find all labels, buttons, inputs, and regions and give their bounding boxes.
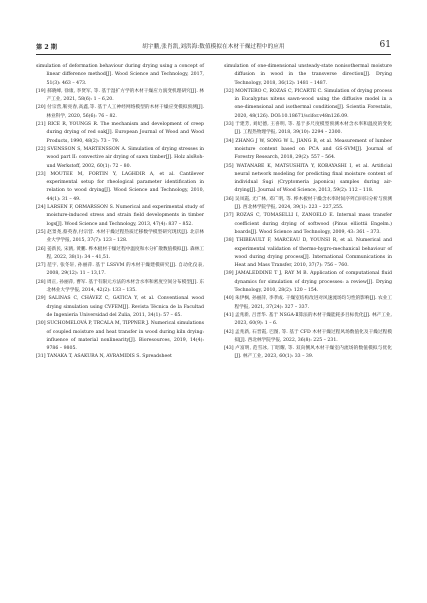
reference-entry: [26] 姜新民, 宋鸥, 黄鹏. 桦木板材干燥过程中温度和水分扩散数值模拟[J]. 森林工程, 2022, 38(1): 34 – 41,51. [36, 246, 204, 260]
issue-number: 第 2 期 [36, 44, 57, 51]
reference-entry: [25] 赵景尧,蔡英春,付宗营. 木材干燥过程热质迁移数学模型研究现状[J]. 北京林业大学学报, 2015, 37(7): 123 – 128. [36, 229, 204, 244]
reference-entry: [37] ROZAS C, TOMASELLI I, ZANOELO E. Internal mass transfer coefficient during drying of softwood (Pinus elliottii Engelm.) boards[J]. Wood Science and Technology, 2009, 43: 361 – 373. [224, 213, 392, 235]
reference-entry: [39] JAMALEDDINE T J, RAY M B. Application of computational fluid dynamics for simulation of drying processes: a review[J]. Drying Technology, 2010, 28(2): 120 – 154. [224, 271, 392, 294]
running-header [36, 40, 391, 54]
reference-entry: [41] 孟兆新, 吕晋华. 基于 NSGA-Ⅱ算法的木材干燥能耗多目标优化[J]. 林产工业, 2023, 60(9): 1 – 6. [224, 312, 392, 327]
reference-entry: [38] THIBEAULT F, MARCEAU D, YOUNSI R, et al. Numerical and experimental validation of thermo-hygro-mechanical behaviour of wood during drying process[J]. International Communications in Heat and Mass Transfer, 2010, 37(7): 756 – 760. [224, 238, 392, 269]
reference-column-right [224, 63, 392, 362]
reference-entry: simulation of deformation behaviour during drying using a concept of linear difference method[J]. Wood Science and Technology, 2017, 51(3): 463 – 473. [36, 64, 204, 86]
reference-entry: [20] 付宗营,靳亮春,高鑫,等. 基于人工神经网络模型的木材干燥应变模拟预测[J]. 林业科学, 2020, 56(6): 76 – 82. [36, 105, 204, 119]
reference-entry: [30] SUCHOMELOVÁ P, TRCALA M, TIPPNER J. Numerical simulations of coupled moisture and heat transfer in wood during kiln drying: influence of material nonlinearity[J]. Bioresources, 2019, 14(4): 9786 – 9805. [36, 321, 204, 352]
reference-entry: [32] MONTERO C, ROZAS C, PICARTE C. Simulation of drying process in Eucalyptus nitens sawn-wood using the diffusive model in a one-dimensional and isothermal conditions[J]. Scientia Forestalis, 2020, 48(126). DOI:10.18671/scifor.v48n126.09. [224, 88, 392, 119]
running-title: 胡宇鹏,张肖凯,刘洪海:数值模拟在木材干燥过程中的应用 [142, 44, 285, 50]
reference-entry: [34] ZHANG J W, SONG W L, JIANG B, et al. Measurement of lumber moisture content based on PCA and GS-SVM[J]. Journal of Forestry Research, 2018, 29(2): 557 – 564. [224, 138, 392, 161]
reference-entry: [23] MOUTEE M, FORTIN Y, LAGHDIR A, et al. Cantilever experimental setup for rheological parameter identification in relation to wood drying[J]. Wood Science and Technology, 2010, 44(1): 31 – 49. [36, 171, 204, 202]
reference-entry: [35] WATANABE K, MATSUSHITA Y, KOBAYASHI I, et al. Artificial neural network modeling for predicting final moisture content of individual Sugi (Cryptomeria japonica) samples during air-drying[J]. Journal of Wood Science, 2013, 59(2): 112 – 118. [224, 163, 392, 194]
reference-entry: [33] 于建芳, 刘纪德, 王喜明, 等. 基于多尺度模型预测木材含水率和温度的变化[J]. 工程热物理学报, 2018, 39(10): 2294 – 2300. [224, 122, 392, 136]
reference-entry: [27] 范宇, 张冬轩, 孙丽萍. 基于 LSSVM 的木材干燥建模研究[J]. 自动化仪表, 2008, 29(12): 11 – 13,17. [36, 263, 204, 277]
reference-column-left [36, 63, 204, 362]
reference-entry: [21] RICE R, YOUNGS R. The mechanism and development of creep during drying of red oak[J]. European Journal of Wood and Wood Products, 1990, 48(2): 73 – 79. [36, 122, 204, 144]
page-number: 61 [379, 40, 391, 50]
reference-entry: [43] 卢富明, 范雪冰, 丁昭耀, 等. 双向侧风木材干燥室内流场的数值模拟与优化[J]. 林产工业, 2023, 60(1): 33 – 39. [224, 346, 392, 360]
reference-entry: [31] TANAKA T, ASAKURA N, AVRAMIDIS S. Spreadsheet [36, 354, 172, 360]
header-rule [36, 54, 391, 55]
reference-entry: [22] SVENSSON S, MARTENSSON A. Simulation of drying stresses in wood part II: convective air drying of sawn timber[J]. Holz alsRoh-und Werkstoff, 2002, 60(1): 72 – 80. [36, 146, 204, 169]
reference-entry: simulation of one-dimensional unsteady-state nonisothermal moisture diffusion in wood in the transverse direction[J]. Drying Technology, 2018, 36(12): 1481 – 1487. [224, 64, 392, 86]
reference-entry: [28] 周正, 孙丽萍, 曹军. 基于有限元方法的木材含水率和密度空间分布模型[J]. 东北林业大学学报, 2014, 42(2): 133 – 135. [36, 279, 204, 294]
reference-entry: [36] 吴凤霞, 尤广林, 邓广明, 等. 桦木板材干燥含水率时间序列自回归分析与预测[J]. 西北林学院学报, 2024, 39(1): 223 – 227,255. [224, 196, 392, 211]
reference-entry: [40] 朱伊枫, 孙丽萍, 李孝成. 干燥室结构改进对风速流场均匀性的影响[J]. 农业工程学报, 2021, 37(24): 327 – 337. [224, 296, 392, 310]
reference-entry: [24] LARSEN F, ORMARSSON S. Numerical and experimental study of moisture-induced stress and strain field developments in timber logs[J]. Wood Science and Technology, 2013, 47(4): 837 – 852. [36, 205, 204, 227]
reference-entry: [29] SALINAS C, CHÁVEZ C, GATICA Y, et al. Conventional wood drying simulation using CVFEM[J]. Revista Técnica de la Facultad de Ingeniería Universidad del Zulia, 2011, 34(1): 57 – 65. [36, 296, 204, 318]
reference-entry: [19] 郝晓峰, 徐康, 李贤军, 等. 基于湿扩方学的木材干燥应力演变机理研究[J]. 林产工业, 2021, 58(6): 1 – 6,20. [36, 88, 204, 103]
reference-entry: [42] 孟兆新, 石晋霞, 巴图, 等. 基于 CFD 木材干燥过程风场数值化及干燥过程模拟[J]. 西北林学院学报, 2022, 36(8): 225 – 231. [224, 329, 392, 343]
